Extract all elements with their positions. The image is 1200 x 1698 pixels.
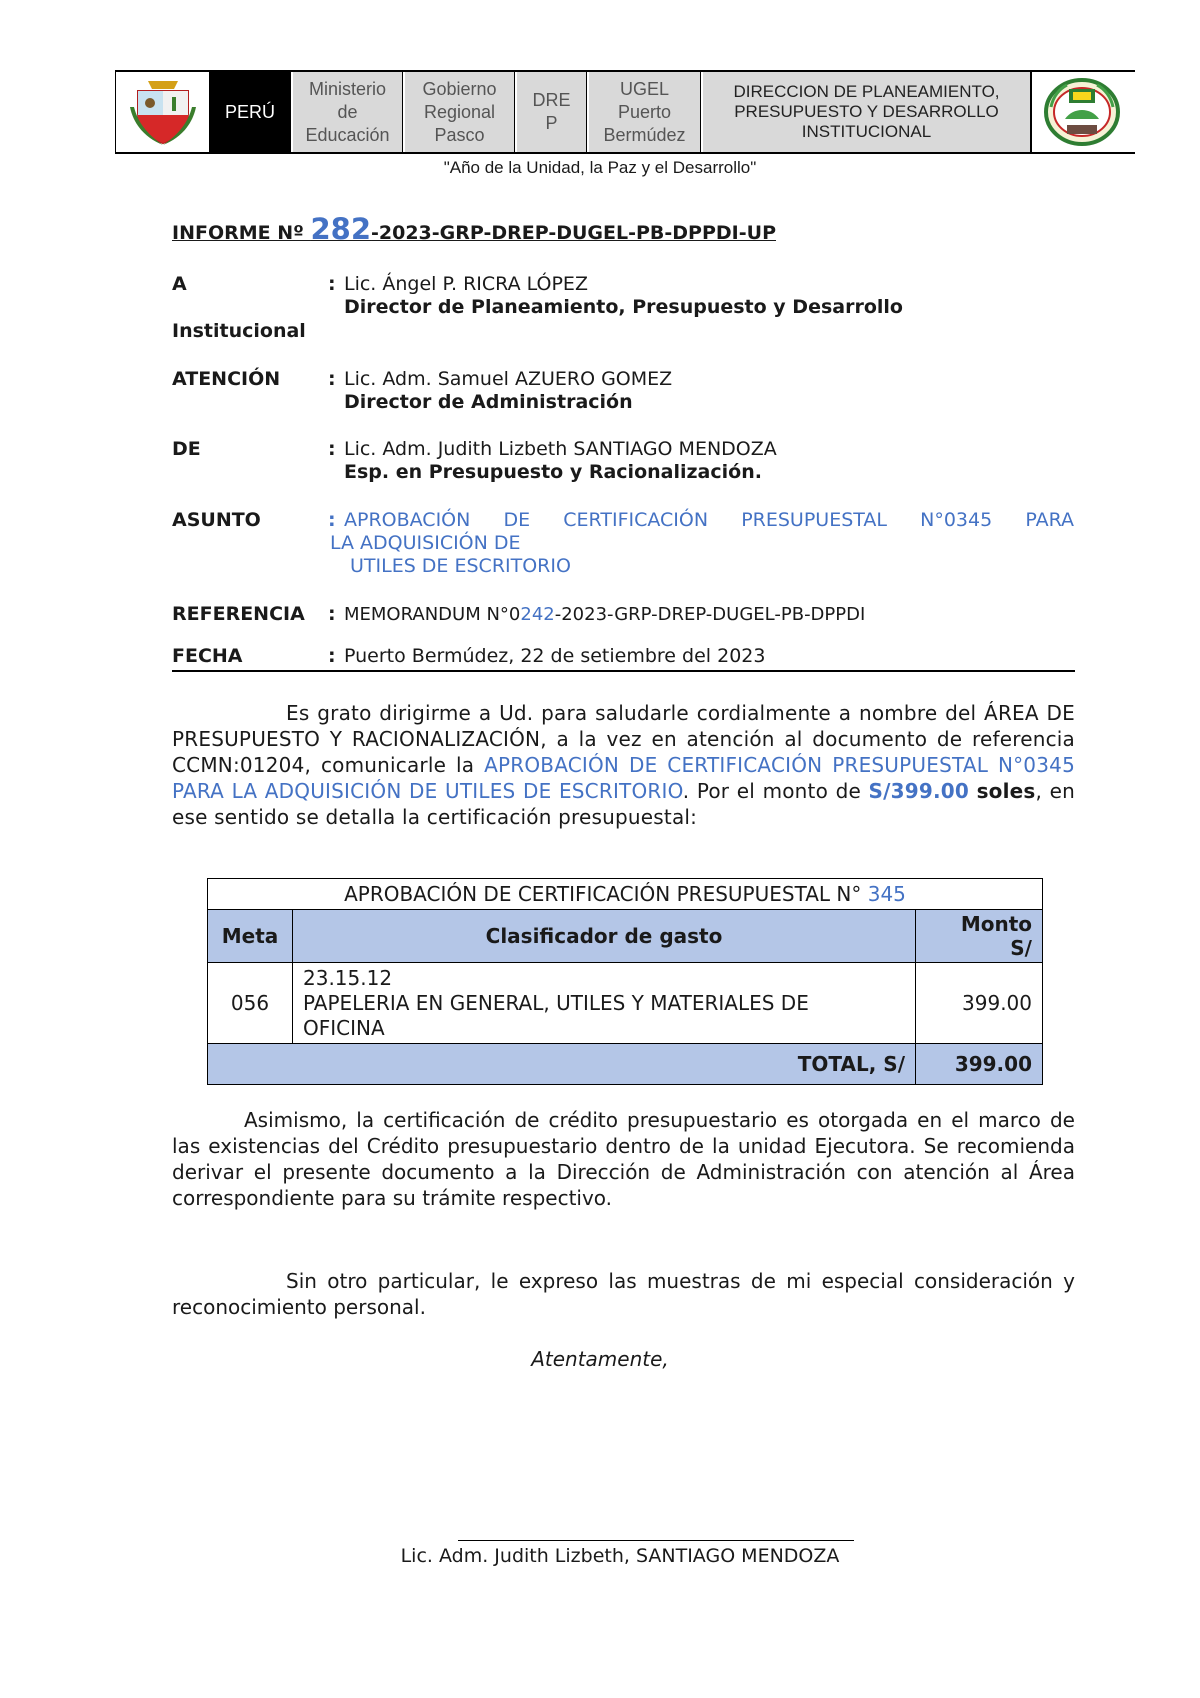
report-number xyxy=(172,212,776,246)
total-label: TOTAL, S/ xyxy=(208,1044,916,1085)
date-value: Puerto Bermúdez, 22 de setiembre del 2023 xyxy=(344,645,766,667)
subject-line-2: LA ADQUISICIÓN DE xyxy=(330,532,521,554)
field-label-atencion: ATENCIÓN xyxy=(172,368,281,390)
country-label: PERÚ xyxy=(209,72,291,152)
certification-table xyxy=(207,878,1043,1085)
field-colon: : xyxy=(328,509,336,531)
column-header-monto: Monto S/ xyxy=(916,910,1043,963)
table-total-row xyxy=(208,1044,1043,1085)
direction-label: DIRECCION DE PLANEAMIENTO, PRESUPUESTO Y DESARROLLO INSTITUCIONAL xyxy=(701,72,1031,152)
total-value: 399.00 xyxy=(916,1044,1043,1085)
table-caption: APROBACIÓN DE CERTIFICACIÓN PRESUPUESTAL N° 345 xyxy=(208,879,1043,910)
field-colon: : xyxy=(328,273,336,295)
signature-name: Lic. Adm. Judith Lizbeth, SANTIAGO MENDOZA xyxy=(400,1545,840,1567)
letterhead xyxy=(115,70,1135,154)
subject-line-1: APROBACIÓN DE CERTIFICACIÓN PRESUPUESTAL N°0345 PARA xyxy=(344,509,1074,531)
field-colon: : xyxy=(328,603,336,625)
column-header-meta: Meta xyxy=(208,910,293,963)
field-label-referencia: REFERENCIA xyxy=(172,603,305,625)
recipient-title-continued: Institucional xyxy=(172,320,306,342)
reference-value: MEMORANDUM N°0242-2023-GRP-DREP-DUGEL-PB-DPPDI xyxy=(344,604,866,625)
peru-coat-of-arms-icon xyxy=(115,72,209,152)
field-colon: : xyxy=(328,645,336,667)
closing-salutation: Atentamente, xyxy=(531,1347,669,1371)
year-motto: "Año de la Unidad, la Paz y el Desarrollo" xyxy=(443,158,757,177)
column-header-clasificador: Clasificador de gasto xyxy=(293,910,916,963)
report-number-value: 282 xyxy=(310,212,372,246)
field-label-de: DE xyxy=(172,438,201,460)
field-colon: : xyxy=(328,438,336,460)
ugel-logo-icon xyxy=(1031,72,1131,152)
header-divider xyxy=(172,670,1075,672)
attention-name: Lic. Adm. Samuel AZUERO GOMEZ xyxy=(344,368,673,390)
table-row xyxy=(208,963,1043,1044)
sender-title: Esp. en Presupuesto y Racionalización. xyxy=(344,461,762,483)
field-label-a: A xyxy=(172,273,187,295)
ugel-label: UGEL Puerto Bermúdez xyxy=(587,72,701,152)
report-suffix: -2023-GRP-DREP-DUGEL-PB-DPPDI-UP xyxy=(371,222,776,244)
field-label-asunto: ASUNTO xyxy=(172,509,261,531)
regional-government-label: Gobierno Regional Pasco xyxy=(403,72,515,152)
row-classifier: 23.15.12 PAPELERIA EN GENERAL, UTILES Y MATERIALES DE OFICINA xyxy=(293,963,916,1044)
report-prefix: INFORME Nº xyxy=(172,222,311,244)
field-colon: : xyxy=(328,368,336,390)
body-paragraph-2: Asimismo, la certificación de crédito presupuestario es otorgada en el marco de las existencias del Crédito presupuestario dentro de la unidad Ejecutora. Se recomienda derivar el presente documento a la Dirección de Administración con atención al Área correspondiente para su trámite respectivo. xyxy=(172,1108,1075,1210)
signature-line xyxy=(458,1540,854,1541)
subject-line-3: UTILES DE ESCRITORIO xyxy=(350,555,571,577)
sender-name: Lic. Adm. Judith Lizbeth SANTIAGO MENDOZA xyxy=(344,438,777,460)
recipient-title: Director de Planeamiento, Presupuesto y Desarrollo xyxy=(344,296,903,318)
body-paragraph-1: Es grato dirigirme a Ud. para saludarle cordialmente a nombre del ÁREA DE PRESUPUESTO Y RACIONALIZACIÓN, a la vez en atención al documento de referencia CCMN:01204, comunicarle la APROBACIÓN DE CERTIFICACIÓN PRESUPUESTAL N°0345 PARA LA ADQUISICIÓN DE UTILES DE ESCRITORIO. Por el monto de S/399.00 soles, en ese sentido se detalla la certificación presupuestal: xyxy=(172,701,1076,829)
row-meta: 056 xyxy=(208,963,293,1044)
row-amount: 399.00 xyxy=(916,963,1043,1044)
recipient-name: Lic. Ángel P. RICRA LÓPEZ xyxy=(344,273,588,295)
field-label-fecha: FECHA xyxy=(172,645,243,667)
ministry-label: Ministerio de Educación xyxy=(291,72,403,152)
body-paragraph-3: Sin otro particular, le expreso las muestras de mi especial consideración y reconocimiento personal. xyxy=(172,1269,1075,1319)
attention-title: Director de Administración xyxy=(344,391,633,413)
drep-label: DRE P xyxy=(515,72,587,152)
